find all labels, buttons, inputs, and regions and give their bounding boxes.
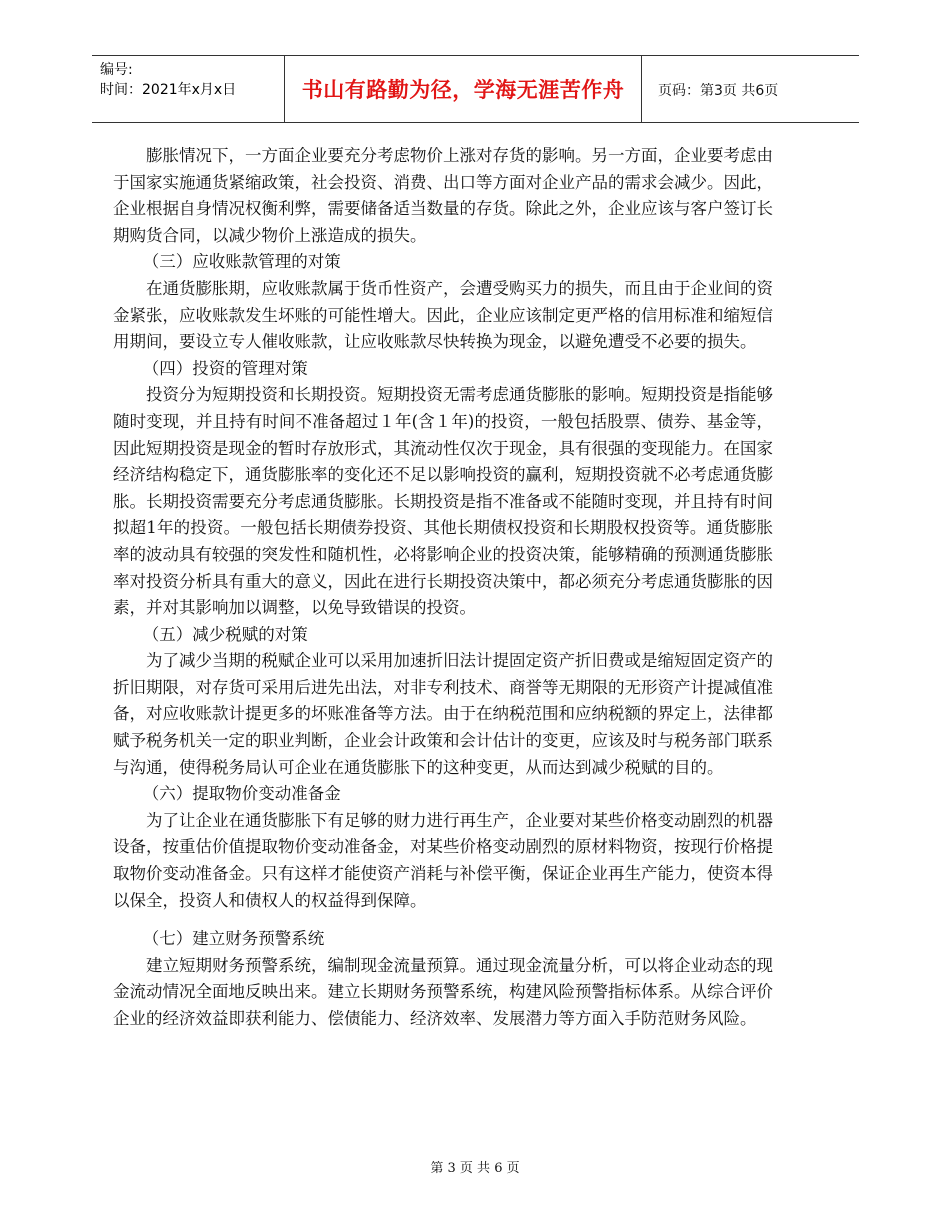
paragraph-inventory-continued: 膨胀情况下，一方面企业要充分考虑物价上涨对存货的影响。另一方面，企业要考虑由于国家实施通货紧缩政策，社会投资、消费、出口等方面对企业产品的需求会减少。因此，企业根据自身情况权衡利弊，需要储备适当数量的存货。除此之外，企业应该与客户签订长期购货合同，以减少物价上涨造成的损失。 (113, 146, 773, 245)
paragraph-tax: 为了减少当期的税赋企业可以采用加速折旧法计提固定资产折旧费或是缩短固定资产的折旧期限，对存货可采用后进先出法，对非专利技术、商誉等无期限的无形资产计提减值准备，对应收账款计提更多的坏账准备等方法。由于在纳税范围和应纳税额的界定上，法律都赋予税务机关一定的职业判断，企业会计政策和会计估计的变更，应该及时与税务部门联系与沟通，使得税务局认可企业在通货膨胀下的这种变更，从而达到减少税赋的目的。 (113, 651, 773, 777)
section-heading-tax: （五）减少税赋的对策 (142, 624, 308, 644)
section-heading-receivables: （三）应收账款管理的对策 (142, 252, 341, 272)
section-heading-warning-system: （七）建立财务预警系统 (142, 929, 325, 949)
paragraph-warning-system: 建立短期财务预警系统，编制现金流量预算。通过现金流量分析，可以将企业动态的现金流动情况全面地反映出来。建立长期财务预警系统，构建风险预警指标体系。从综合评价企业的经济效益即获利能力、偿债能力、经济效率、发展潜力等方面入手防范财务风险。 (113, 955, 773, 1028)
header-motto: 书山有路勤为径，学海无涯苦作舟 (284, 56, 642, 122)
document-time-label: 时间：2021年x月x日 (100, 82, 237, 98)
page-footer: 第 3 页 共 6 页 (430, 1161, 520, 1176)
document-number-label: 编号: (100, 62, 133, 78)
section-heading-price-reserve: （六）提取物价变动准备金 (142, 784, 341, 804)
header-meta (100, 60, 236, 100)
paragraph-investment: 投资分为短期投资和长期投资。短期投资无需考虑通货膨胀的影响。短期投资是指能够随时变现，并且持有时间不准备超过１年(含１年)的投资，一般包括股票、债券、基金等，因此短期投资是现金的暂时存放形式，其流动性仅次于现金，具有很强的变现能力。在国家经济结构稳定下，通货膨胀率的变化还不足以影响投资的赢利，短期投资就不必考虑通货膨胀。长期投资需要充分考虑通货膨胀。长期投资是指不准备或不能随时变现，并且持有时间拟超1年的投资。一般包括长期债券投资、其他长期债权投资和长期股权投资等。通货膨胀率的波动具有较强的突发性和随机性，必将影响企业的投资决策，能够精确的预测通货膨胀率对投资分析具有重大的意义，因此在进行长期投资决策中，都必须充分考虑通货膨胀的因素，并对其影响加以调整，以免导致错误的投资。 (113, 385, 773, 618)
section-heading-investment: （四）投资的管理对策 (142, 358, 308, 378)
paragraph-price-reserve: 为了让企业在通货膨胀下有足够的财力进行再生产，企业要对某些价格变动剧烈的机器设备，按重估价值提取物价变动准备金，对某些价格变动剧烈的原材料物资，按现行价格提取物价变动准备金。只有这样才能使资产消耗与补偿平衡，保证企业再生产能力，使资本得以保全，投资人和债权人的权益得到保障。 (113, 810, 773, 910)
page-header (92, 55, 859, 123)
paragraph-receivables: 在通货膨胀期，应收账款属于货币性资产，会遭受购买力的损失，而且由于企业间的资金紧张，应收账款发生坏账的可能性增大。因此，企业应该制定更严格的信用标准和缩短信用期间，要设立专人催收账款，让应收账款尽快转换为现金，以避免遭受不必要的损失。 (113, 278, 773, 352)
header-page-info: 页码：第3页 共6页 (658, 83, 779, 99)
document-body (113, 143, 773, 1033)
